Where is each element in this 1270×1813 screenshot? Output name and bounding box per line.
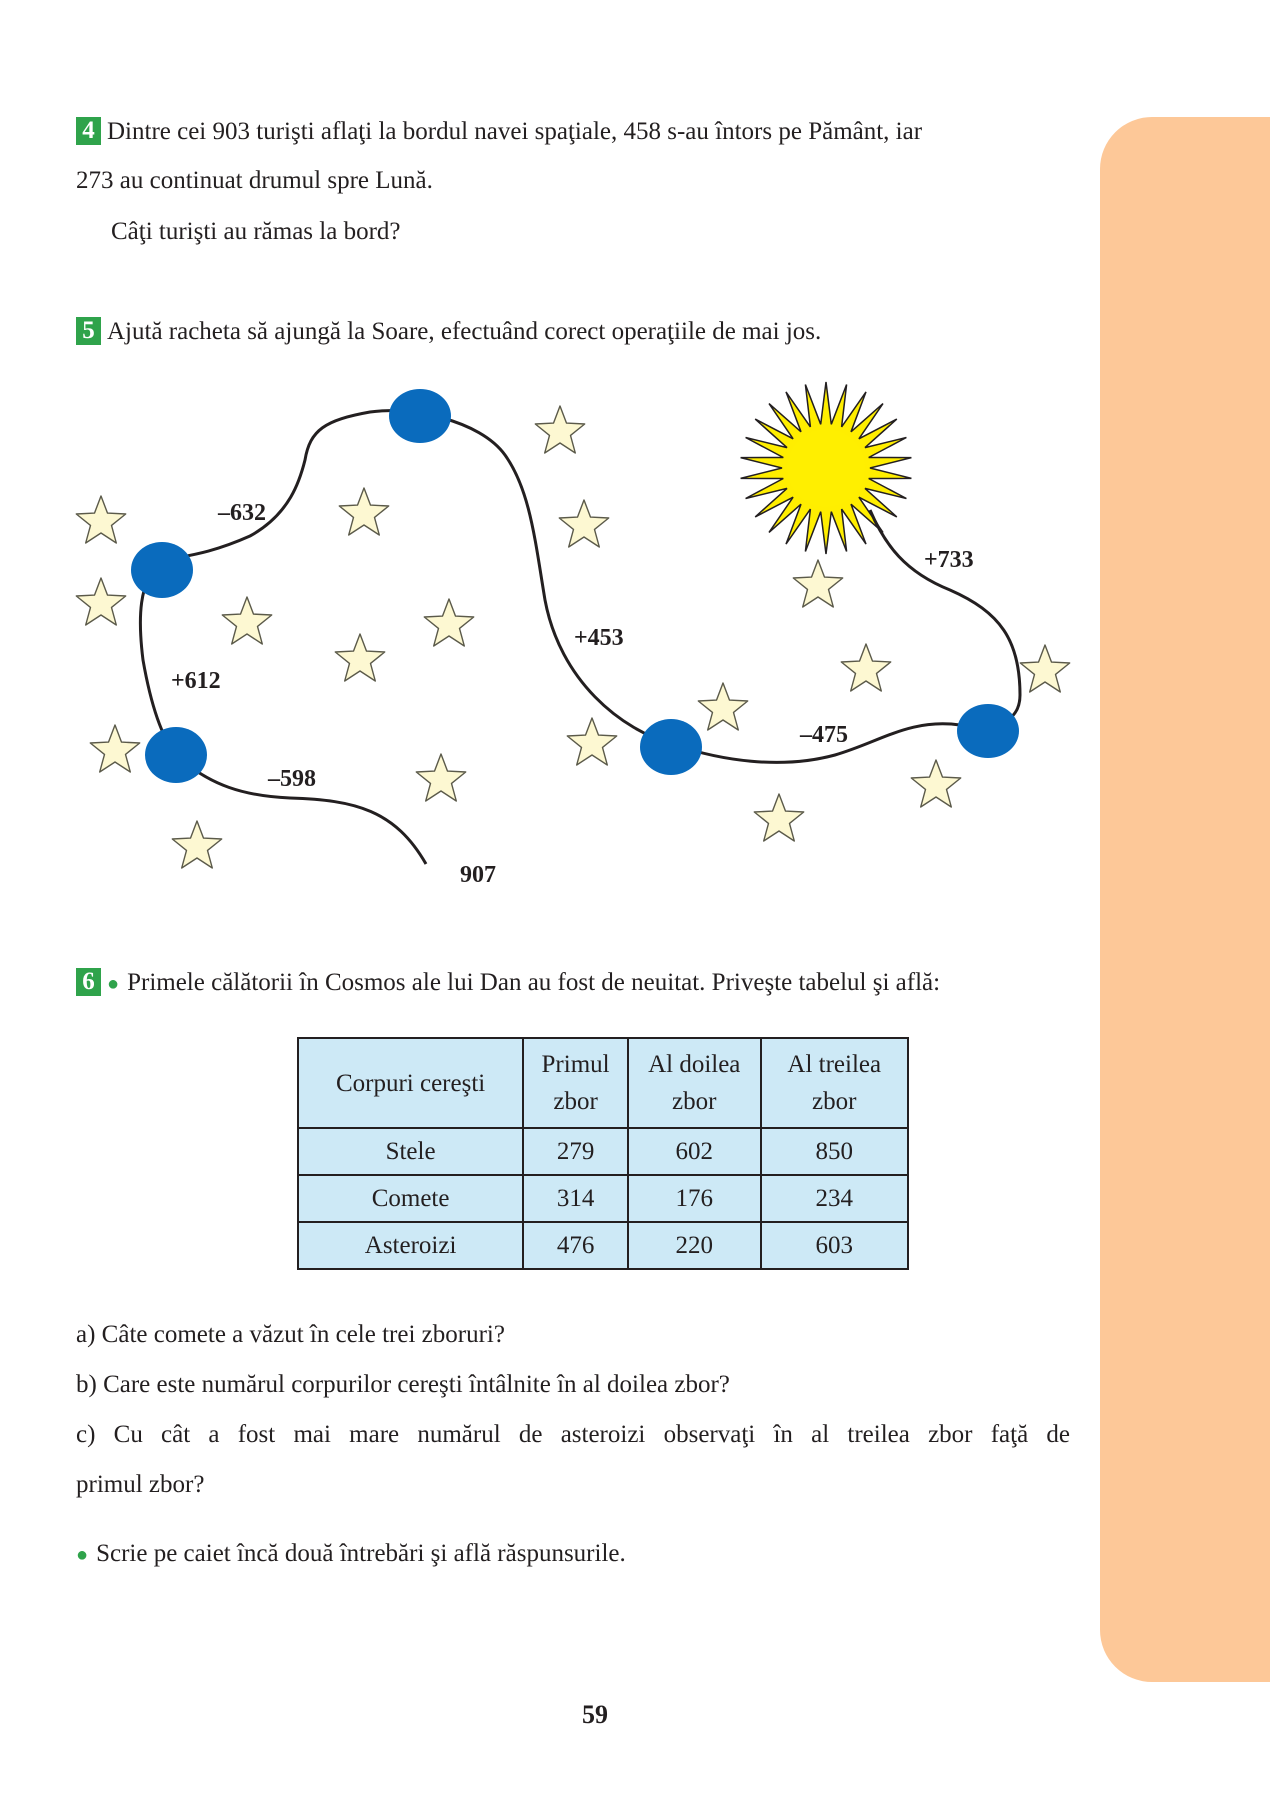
extra-task-text: Scrie pe caiet încă două întrebări şi află răspunsurile. [96,1540,626,1567]
table-cell: 220 [628,1222,761,1269]
header-cell: Corpuri cereşti [298,1038,523,1128]
star-6 [222,597,271,644]
header-cell: Primul zbor [523,1038,628,1128]
bullet-dot: ● [107,973,120,995]
star-15 [416,754,465,801]
table-cell: Comete [298,1175,523,1222]
operation-6: +733 [924,547,974,573]
table-cell: 850 [761,1128,908,1175]
question-b: b) Care este numărul corpurilor cereşti întâlnite în al doilea zbor? [76,1371,730,1398]
star-8 [335,634,384,681]
exercise-4-question: Câţi turişti au rămas la bord? [111,218,401,245]
star-1 [535,406,584,453]
planet-2 [131,542,193,598]
table-cell: 234 [761,1175,908,1222]
star-2 [339,488,388,535]
planet-5 [957,704,1019,758]
header-cell: Al treilea zbor [761,1038,908,1128]
star-11 [1020,645,1069,692]
table-cell: 176 [628,1175,761,1222]
operation-3: –632 [218,500,266,526]
operation-1: –598 [268,766,316,792]
star-10 [841,644,890,691]
table-row [298,1222,908,1269]
exercise-6-badge: 6 [76,968,101,996]
extra-task [76,1540,626,1568]
exercise-4-badge: 4 [76,117,101,145]
star-13 [90,725,139,772]
star-12 [698,683,747,730]
table-cell: 314 [523,1175,628,1222]
header-cell: Al doilea zbor [628,1038,761,1128]
exercise-5-text: Ajută racheta să ajungă la Soare, efectuând corect operaţiile de mai jos. [107,318,822,345]
table-cell: 279 [523,1128,628,1175]
question-a: a) Câte comete a văzut în cele trei zboruri? [76,1321,505,1348]
star-17 [172,821,221,868]
planet-4 [640,719,702,775]
table-row [298,1175,908,1222]
star-9 [793,560,842,607]
star-14 [567,718,616,765]
start-number: 907 [460,862,496,888]
bullet-dot: ● [76,1544,89,1566]
question-c-line-1: c) Cu cât a fost mai mare numărul de asteroizi observaţi în al treilea zbor faţă de [76,1421,1070,1448]
sun-disc [787,429,865,507]
table-cell: 476 [523,1222,628,1269]
table-cell: 602 [628,1128,761,1175]
star-3 [76,496,125,543]
rocket-path-diagram [0,0,1100,940]
operation-4: +453 [574,625,624,651]
table-cell: 603 [761,1222,908,1269]
question-c-line-2: primul zbor? [76,1471,205,1498]
table-row [298,1128,908,1175]
star-4 [559,500,608,547]
sun [741,382,912,554]
table-cell: Asteroizi [298,1222,523,1269]
planet-3 [145,727,207,783]
star-16 [911,760,960,807]
exercise-4-text: Dintre cei 903 turişti aflaţi la bordul navei spaţiale, 458 s-au întors pe Pământ, iar [107,118,923,145]
table-cell: Stele [298,1128,523,1175]
exercise-4-line-2: 273 au continuat drumul spre Lună. [76,167,433,194]
star-7 [424,599,473,646]
celestial-bodies-table [297,1037,909,1270]
operation-2: +612 [171,668,221,694]
exercise-6-heading [76,968,940,997]
table-header-row [298,1038,908,1128]
operation-5: –475 [800,722,848,748]
exercise-6-text: Primele călătorii în Cosmos ale lui Dan au fost de neuitat. Priveşte tabelul şi află: [127,969,941,996]
star-5 [76,578,125,625]
stars-group [76,406,1069,868]
planet-1 [389,389,451,443]
star-18 [754,794,803,841]
side-tab-decoration [1100,117,1270,1682]
page-number: 59 [582,1700,608,1729]
exercise-5-badge: 5 [76,317,101,345]
